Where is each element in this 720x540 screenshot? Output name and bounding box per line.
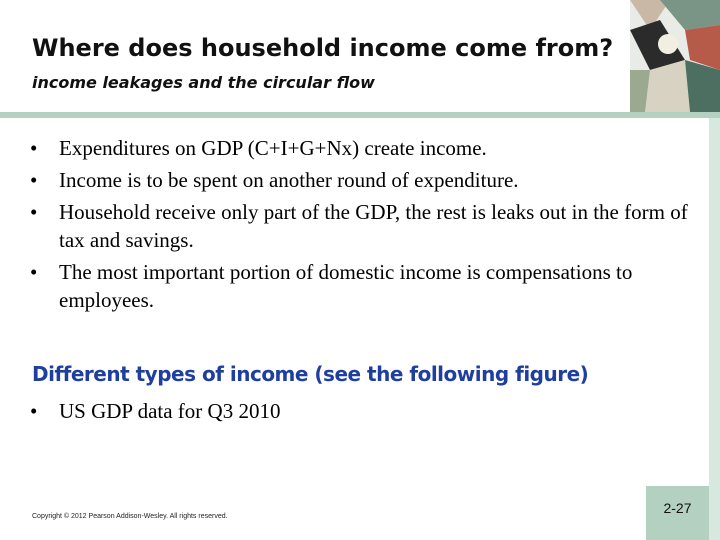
title-divider-bar <box>0 112 720 118</box>
bullet-icon: • <box>30 260 38 284</box>
bullet-item <box>30 134 700 162</box>
right-edge-bar <box>709 118 720 540</box>
slide-title-main: Where does household income come from? <box>32 34 614 62</box>
bullet-item <box>30 258 700 314</box>
slide-title <box>32 32 622 99</box>
main-bullet-list <box>30 134 700 318</box>
bullet-text: US GDP data for Q3 2010 <box>59 399 281 423</box>
bullet-icon: • <box>30 200 38 224</box>
bullet-text: The most important portion of domestic income is compensations to employees. <box>59 260 633 312</box>
section-bullet-list <box>30 397 690 425</box>
section-heading: Different types of income (see the following figure) <box>32 362 589 386</box>
bullet-icon: • <box>30 168 38 192</box>
bullet-item <box>30 198 700 254</box>
bullet-text: Expenditures on GDP (C+I+G+Nx) create income. <box>59 136 487 160</box>
bullet-text: Household receive only part of the GDP, the rest is leaks out in the form of tax and savings. <box>59 200 688 252</box>
bullet-icon: • <box>30 136 38 160</box>
copyright-notice: Copyright © 2012 Pearson Addison-Wesley. All rights reserved. <box>32 513 228 520</box>
bullet-item <box>30 166 700 194</box>
bullet-icon: • <box>30 399 38 423</box>
bullet-item <box>30 397 690 425</box>
slide-title-subtitle: income leakages and the circular flow <box>32 73 375 92</box>
bullet-text: Income is to be spent on another round of expenditure. <box>59 168 519 192</box>
page-number: 2-27 <box>663 500 692 516</box>
decorative-art-image <box>630 0 720 112</box>
